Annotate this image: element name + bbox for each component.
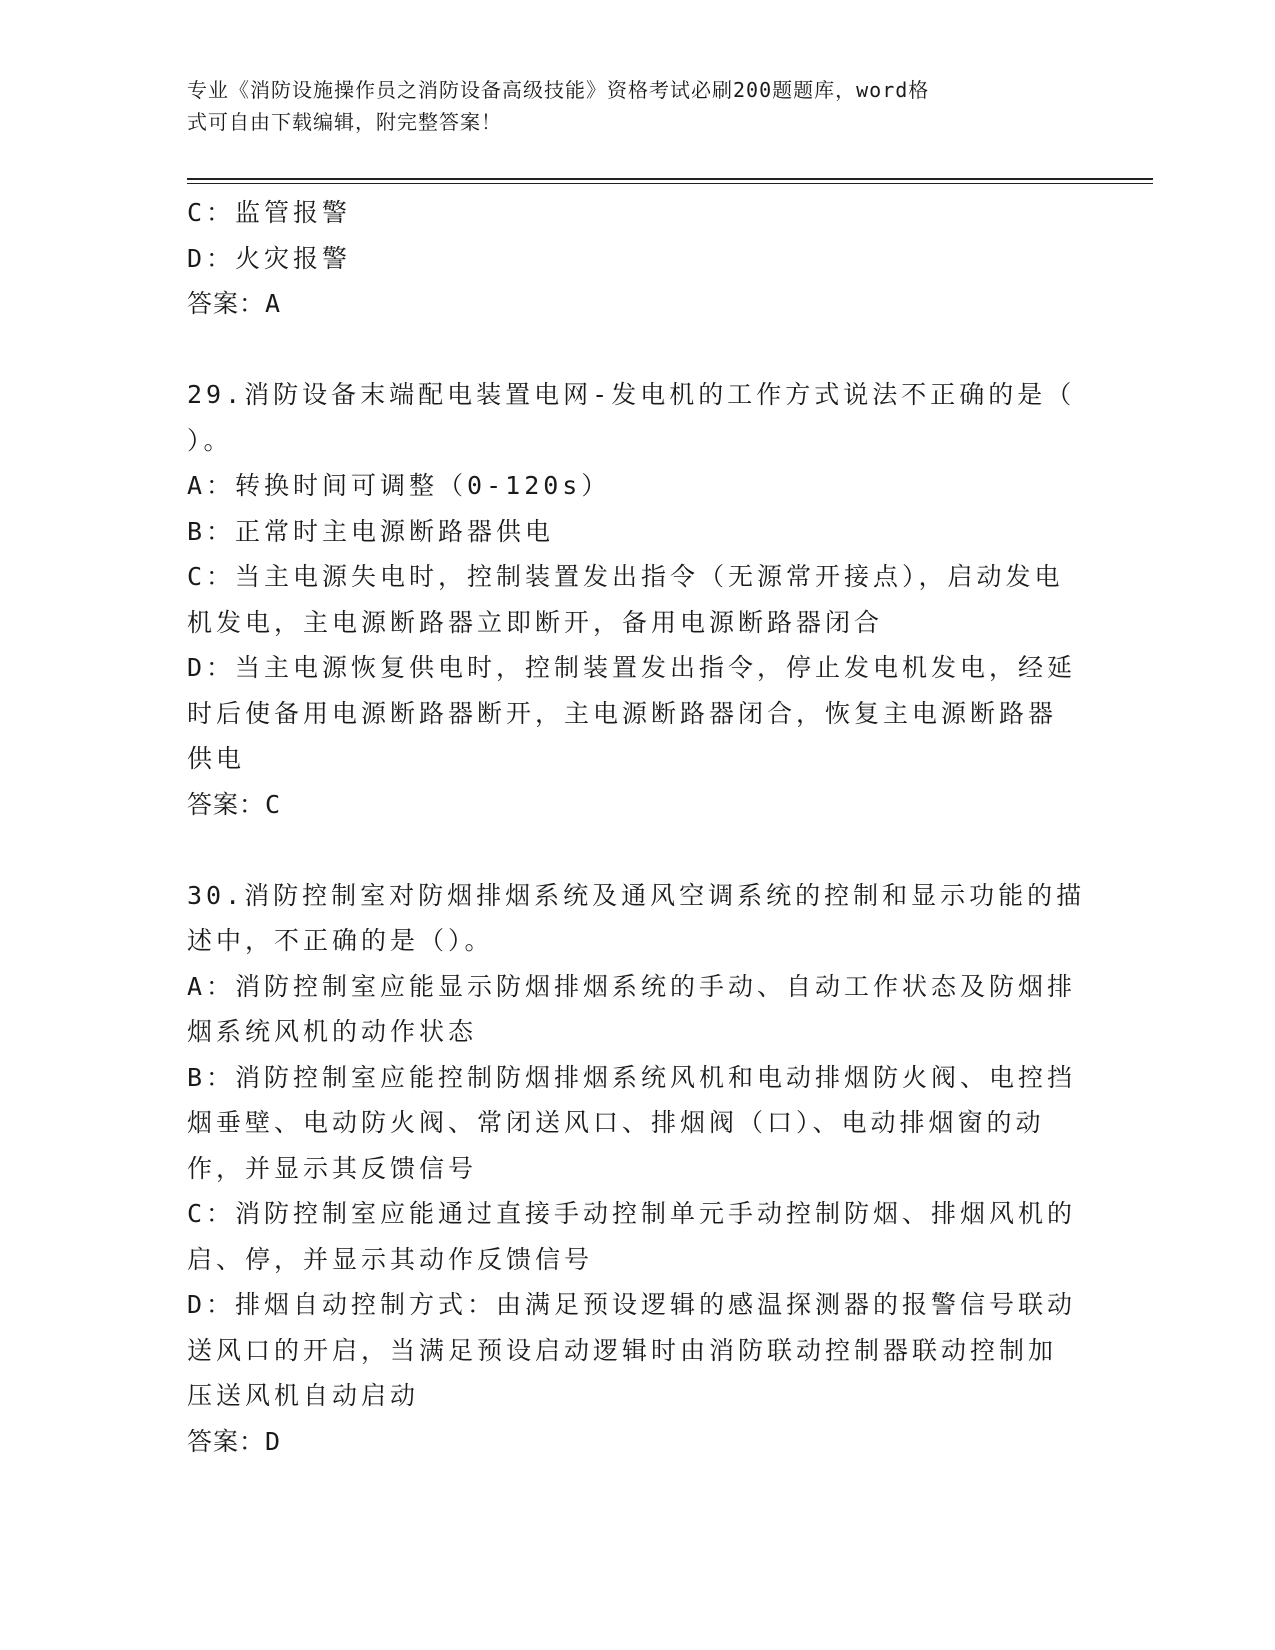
question-stem: ）。 (187, 425, 233, 455)
question-stem: 30.消防控制室对防烟排烟系统及通风空调系统的控制和显示功能的描 (187, 880, 1086, 910)
option-c: 启、停，并显示其动作反馈信号 (187, 1244, 594, 1274)
option-d: 压送风机自动启动 (187, 1381, 420, 1410)
option-d: D：火灾报警 (187, 243, 352, 273)
option-d: 供电 (187, 744, 246, 773)
spacer (187, 827, 1067, 873)
option-d: D：当主电源恢复供电时，控制装置发出指令，停止发电机发电，经延 (187, 653, 1077, 682)
option-b: 作，并显示其反馈信号 (187, 1153, 478, 1183)
question-stem: 述中，不正确的是（）。 (187, 926, 494, 955)
question-content (187, 190, 1086, 1464)
option-d: 时后使备用电源断路器断开，主电源断路器闭合，恢复主电源断路器 (187, 698, 1058, 728)
option-c: C：监管报警 (187, 198, 352, 227)
option-b: B：消防控制室应能控制防烟排烟系统风机和电动排烟防火阀、电控挡 (187, 1062, 1077, 1092)
option-a: 烟系统风机的动作状态 (187, 1017, 478, 1046)
option-a: A：转换时间可调整（0-120s） (187, 471, 611, 500)
prev-question (187, 190, 1067, 327)
question-30 (187, 873, 1086, 1465)
header-rule-thin (187, 183, 1153, 184)
header-line-2: 式可自由下载编辑，附完整答案！ (187, 110, 502, 134)
question-stem: 29.消防设备末端配电装置电网-发电机的工作方式说法不正确的是（ (187, 380, 1076, 409)
option-a: A：消防控制室应能显示防烟排烟系统的手动、自动工作状态及防烟排 (187, 971, 1077, 1001)
header-rule-thick (187, 178, 1153, 180)
option-c: C：消防控制室应能通过直接手动控制单元手动控制防烟、排烟风机的 (187, 1199, 1077, 1228)
header-line-1: 专业《消防设施操作员之消防设备高级技能》资格考试必刷200题题库，word格 (187, 78, 930, 102)
answer: 答案：C (187, 789, 282, 819)
answer: 答案：D (187, 1426, 282, 1456)
question-29 (187, 372, 1077, 827)
option-c: C：当主电源失电时，控制装置发出指令（无源常开接点），启动发电 (187, 562, 1064, 591)
spacer (187, 327, 1067, 373)
option-d: 送风口的开启，当满足预设启动逻辑时由消防联动控制器联动控制加 (187, 1335, 1058, 1365)
page-header (187, 74, 1067, 138)
option-c: 机发电，主电源断路器立即断开，备用电源断路器闭合 (187, 607, 884, 637)
answer: 答案：A (187, 289, 282, 318)
option-b: 烟垂壁、电动防火阀、常闭送风口、排烟阀（口）、电动排烟窗的动 (187, 1108, 1045, 1137)
option-d: D：排烟自动控制方式：由满足预设逻辑的感温探测器的报警信号联动 (187, 1290, 1077, 1319)
option-b: B：正常时主电源断路器供电 (187, 516, 555, 546)
